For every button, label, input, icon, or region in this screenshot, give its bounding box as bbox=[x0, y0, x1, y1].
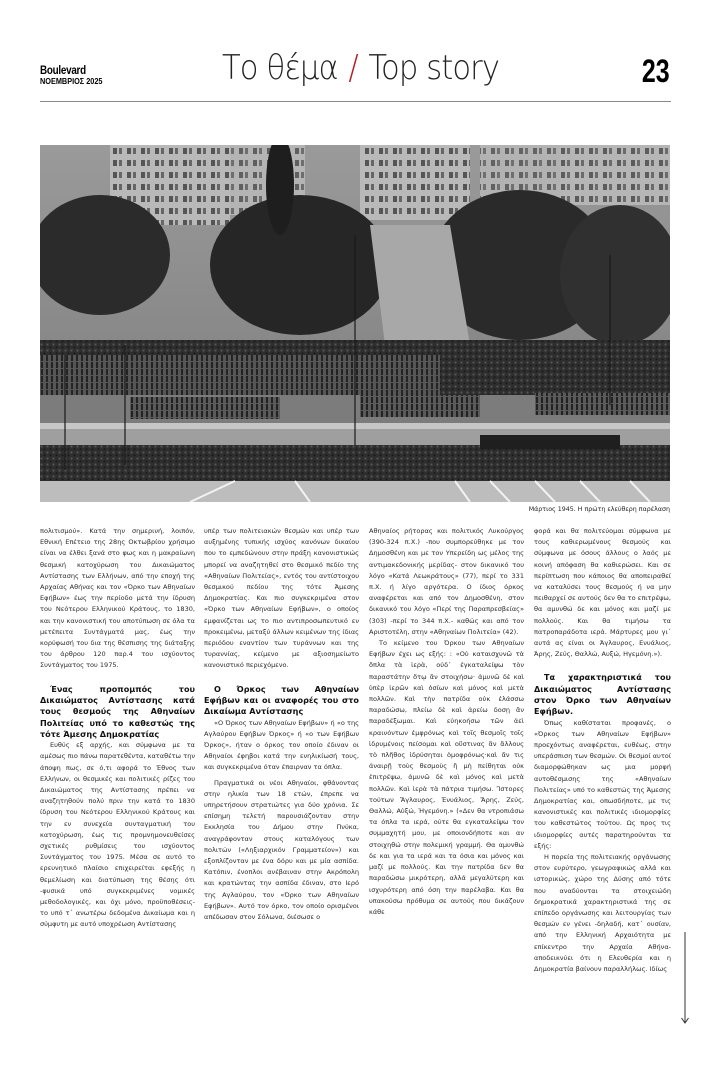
arrow-down-icon bbox=[681, 932, 689, 1025]
subheading-characteristics: Τα χαρακτηριστικά του Δικαιώματος Αντίστασης στον Όρκο των Αθηναίων Εφήβων. bbox=[534, 672, 671, 717]
paragraph: φορά και θα πολιτεύομαι σύμφωνα με τους καθιερωμένους θεσμούς και σύμφωνα με όσους άλλους ο λαός με κοινή απόφαση θα καθιερώσει. Και σε περίπτωση που κάποιος θα αποπειραθεί να καταλύσει τους θεσμούς ή να μην πειθαρχεί σε αυτούς δεν θα το επιτρέψω, θα αμυνθώ δε και μόνος και μαζί με πολλούς. Και θα τιμήσω τα πατροπαράδοτα ιερά. Μάρτυρες μου γι΄ αυτά ας είναι οι Άγλαυρος, Ενυάλιος, Άρης, Ζεύς, Θαλλώ, Αυξώ, Ηγεμόνη.»). bbox=[534, 527, 671, 659]
title-slash: / bbox=[348, 48, 358, 88]
article-column-2 bbox=[204, 526, 359, 923]
paragraph: Ευθύς εξ αρχής, και σύμφωνα με τα αμέσως πιο πάνω παρατεθέντα, καταθέτω την άποψη πως, σε ό,τι αφορά το Έθνος των Ελλήνων, οι θεσμικές και πολιτικές ρίζες του Δικαιώματος της Αντίστασης πρέπει να αναζητηθούν πολύ πριν την κατά το 1830 ίδρυση του Νεότερου Ελληνικού Κράτους και την εν συνεχεία συνταγματική του κατοχύρωση, έως τις προμνημονευθείσες σχετικές ρυθμίσεις του ισχύοντος Συντάγματος του 1975. Μέσα σε αυτό το ερευνητικό πλαίσιο επιχειρείται εφεξής η θεμελίωση και διατύπωση της θέσης ότι -φυσικά υπό συγκεκριμένες νομικές μεθοδολογικές, και όχι μόνο, προϋποθέσεις- το υπό τ΄ ανωτέρω δεδομένα Δικαίωμα και η σύμφυτη με αυτό υποχρέωση Αντίστασης bbox=[40, 741, 195, 929]
subheading-resistance-precursor: Ένας προπομπός του Δικαιώματος Αντίστασης κατά τους θεσμούς της Αθηναίων Πολιτείας υπό το καθεστώς της τότε Άμεσης Δημοκρατίας bbox=[40, 683, 195, 739]
header-divider bbox=[40, 101, 671, 102]
issue-date: ΝΟΕΜΒΡΙΟΣ 2025 bbox=[40, 76, 103, 86]
article-column-3 bbox=[369, 526, 524, 918]
oath-text-paragraph: Το κείμενο του Όρκου των Αθηναίων Εφήβων έχει ως εξής: : «Οὐ καταισχυνῶ τὰ ὅπλα τὰ ἱερὰ, οὐδ᾿ ἐγκαταλείψω τὸν παραστάτην ὅτῳ ἂν στοιχήσω· ἀμυνῶ δὲ καὶ ὑπὲρ ἱερῶν καὶ ὁσίων καὶ μόνος καὶ μετὰ πολλῶν. Καὶ τὴν πατρίδα οὐκ ἐλάσσω παραδώσω, πλείω δὲ καὶ ἀρείω δοσῃ ἂν παραδέξωμαι. Καὶ εὐηκοήσω τῶν ἀεὶ κραινόντων ἐμφρόνως καὶ τοῖς θεσμοῖς τοῖς ἱδρυμένοις πείσομαι καὶ οὕστινας ἂν ἄλλους τὸ πλῆθος ἱδρύσηται ὁμοφρόνως·καὶ ἄν τις ἀναιρῇ τοὺς θεσμοὺς ἢ μὴ πείθηται οὐκ ἐπιτρέψω, ἀμυνῶ δὲ καὶ μόνος καὶ μετὰ πολλῶν. Καὶ ἱερὰ τὰ πάτρια τιμήσω. Ἴστορες τούτων Ἄγλαυρος, Ἐνυάλιος, Ἄρης, Ζεύς, Θαλλώ, Αὐξώ, Ἡγεμόνη.» («Δεν θα ντροπιάσω τα όπλα τα ιερά, ούτε θα εγκαταλείψω τον συμμαχητή μου, με οποιονδήποτε και αν στοιχηθώ στην πολεμική γραμμή. Θα αμυνθώ δε και για τα ιερά και τα όσια και μόνος και μαζί με πολλούς. Και την πατρίδα δεν θα παραδώσω μικρότερη, αλλά μεγαλύτερη και ισχυρότερη από όση την παρέλαβα. Και θα υπακούσω πρόθυμα σε αυτούς που δικάζουν κάθε bbox=[369, 639, 524, 916]
publication-brand bbox=[40, 64, 113, 86]
section-title-english: Top story bbox=[368, 48, 500, 88]
paragraph: Όπως καθίσταται προφανές, ο «Όρκος των Αθηναίων Εφήβων» προεχόντως αναφέρεται, ευθέως, στην υπεράσπιση των θεσμών. Οι θεσμοί αυτοί διαμορφώθηκαν ως μια μορφή αυτοθέσμισης της «Αθηναίων Πολιτείας» υπό το καθεστώς της Άμεσης Δημοκρατίας και, οπωσδήποτε, με τις κανονιστικές και πολιτικές ιδιομορφίες του καθεστώτος τούτου. Ως προς τις ιδιομορφίες αυτές παρατηρούνται τα εξής: bbox=[534, 718, 671, 850]
paragraph: Αθηναίος ρήτορας και πολιτικός Λυκούργος (390-324 π.Χ.) -που συμπορεύθηκε με τον Δημοσθένη και με τον Υπερείδη ως μέλος της αντιμακεδονικής μερίδας- στον δικανικό του λόγο «Κατά Λεωκράτους» (77), περί το 331 π.Χ. ή λίγο αργότερα. Ο ίδιος όρκος αναφέρεται και από τον Δημοσθένη, στον δικανικό του λόγο «Περί της Παραπρεσβείας» (303) -περί το 344 π.Χ.- καθώς και από τον Αριστοτέλη, στην «Αθηναίων Πολιτεία» (42). bbox=[369, 527, 524, 636]
section-title bbox=[222, 48, 499, 88]
subheading-ephebic-oath: Ο Όρκος των Αθηναίων Εφήβων και οι αναφορές του στο Δικαίωμα Αντίστασης bbox=[204, 683, 359, 717]
photo-image bbox=[40, 145, 670, 502]
brand-name: Boulevard bbox=[40, 63, 86, 77]
article-column-4 bbox=[534, 526, 671, 975]
page-number: 23 bbox=[642, 53, 670, 89]
paragraph: «Ο Όρκος των Αθηναίων Εφήβων» ή «ο της Αγλαύρου Εφήβων Όρκος» ή «ο των Εφήβων Όρκος», ήταν ο όρκος τον οποίο έδιναν οι Αθηναίοι έφηβοι κατά την ενηλικίωσή τους, και συγκεκριμένα όταν έπαιρναν τα όπλα. bbox=[204, 718, 359, 772]
paragraph: Η πορεία της πολιτειακής οργάνωσης στον ευρύτερο, γεωγραφικώς αλλά και ιστορικώς, χώρο της Δύσης από τότε που αναδύονται τα στοιχειώδη δημοκρατικά χαρακτηριστικά της σε επίπεδο οργάνωσης και λειτουργίας των θεσμών εν γένει -δηλαδή, κατ΄ ουσίαν, από την Ελληνική Αρχαιότητα με επίκεντρο την Αρχαία Αθήνα- αποδεικνύει ότι η Ελευθερία και η Δημοκρατία βαίνουν παραλλήλως. Ιδίως bbox=[534, 853, 671, 974]
photo-caption: Μάρτιος 1945. Η πρώτη ελεύθερη παρέλαση bbox=[528, 506, 670, 513]
paragraph: πολιτισμού». Κατά την σημερινή, λοιπόν, Εθνική Επέτειο της 28ης Οκτωβρίου χρήσιμο είναι να έλθει ξανά στο φως και η μακραίωνη θεσμική κατοχύρωση του Δικαιώματος Αντίστασης των Ελλήνων, από την εποχή της Αρχαίας Αθήνας και τον «Όρκο των Αθηναίων Εφήβων» έως την περίοδο μετά την ίδρυση του Νεότερου Ελληνικού Κράτους, το 1830, και την κανονιστική του αποτύπωση σε όλα τα μετέπειτα Συντάγματά μας, έως την κορύφωσή του δια της θέσπισης της διάταξης του άρθρου 120 παρ.4 του ισχύοντος Συντάγματος του 1975. bbox=[40, 527, 195, 670]
paragraph: Πραγματικά οι νέοι Αθηναίοι, φθάνοντας στην ηλικία των 18 ετών, έπρεπε να υπηρετήσουν στρατιώτες για δύο χρόνια. Σε επίσημη τελετή παρουσιάζονταν στην Εκκλησία του Δήμου στην Πνύκα, αναγράφονταν στους καταλόγους των πολιτών («Ληξιαρχικόν Γραμματείον») και εξοπλίζονταν με ένα δόρυ και με μία ασπίδα. Κατόπιν, ένοπλοι ανέβαιναν στην Ακρόπολη και κρατώντας την ασπίδα έδιναν, στο Ιερό της Αγλαύρου, τον «Όρκο των Αθηναίων Εφήβων». Αυτό τον όρκο, τον οποίο ορισμένοι απέδωσαν στον Σόλωνα, διέσωσε ο bbox=[204, 778, 359, 921]
section-title-greek: Το θέμα bbox=[222, 48, 338, 88]
page-header bbox=[0, 0, 711, 100]
parade-photo bbox=[40, 145, 670, 502]
article-column-1 bbox=[40, 526, 195, 931]
paragraph: υπέρ των πολιτειακών θεσμών και υπέρ των αυξημένης τυπικής ισχύος κανόνων δικαίου που το εμπεδώνουν στην πράξη κανονιστικώς μπορεί να αναζητηθεί στο θεσμικό πεδίο της «Αθηναίων Πολιτείας», εντός του αντίστοιχου θεσμικού πεδίου της τότε Άμεσης Δημοκρατίας. Και πιο συγκεκριμένα στον «Όρκο των Αθηναίων Εφήβων», ο οποίος εμφανίζεται ως το πιο αντιπροσωπευτικό εν προκειμένω, μεταξύ άλλων κειμένων της ίδιας περιόδου εναντίον των τυράννων και της τυραννίας, κείμενο με αξιοσημείωτο κανονιστικό περιεχόμενο. bbox=[204, 527, 359, 670]
